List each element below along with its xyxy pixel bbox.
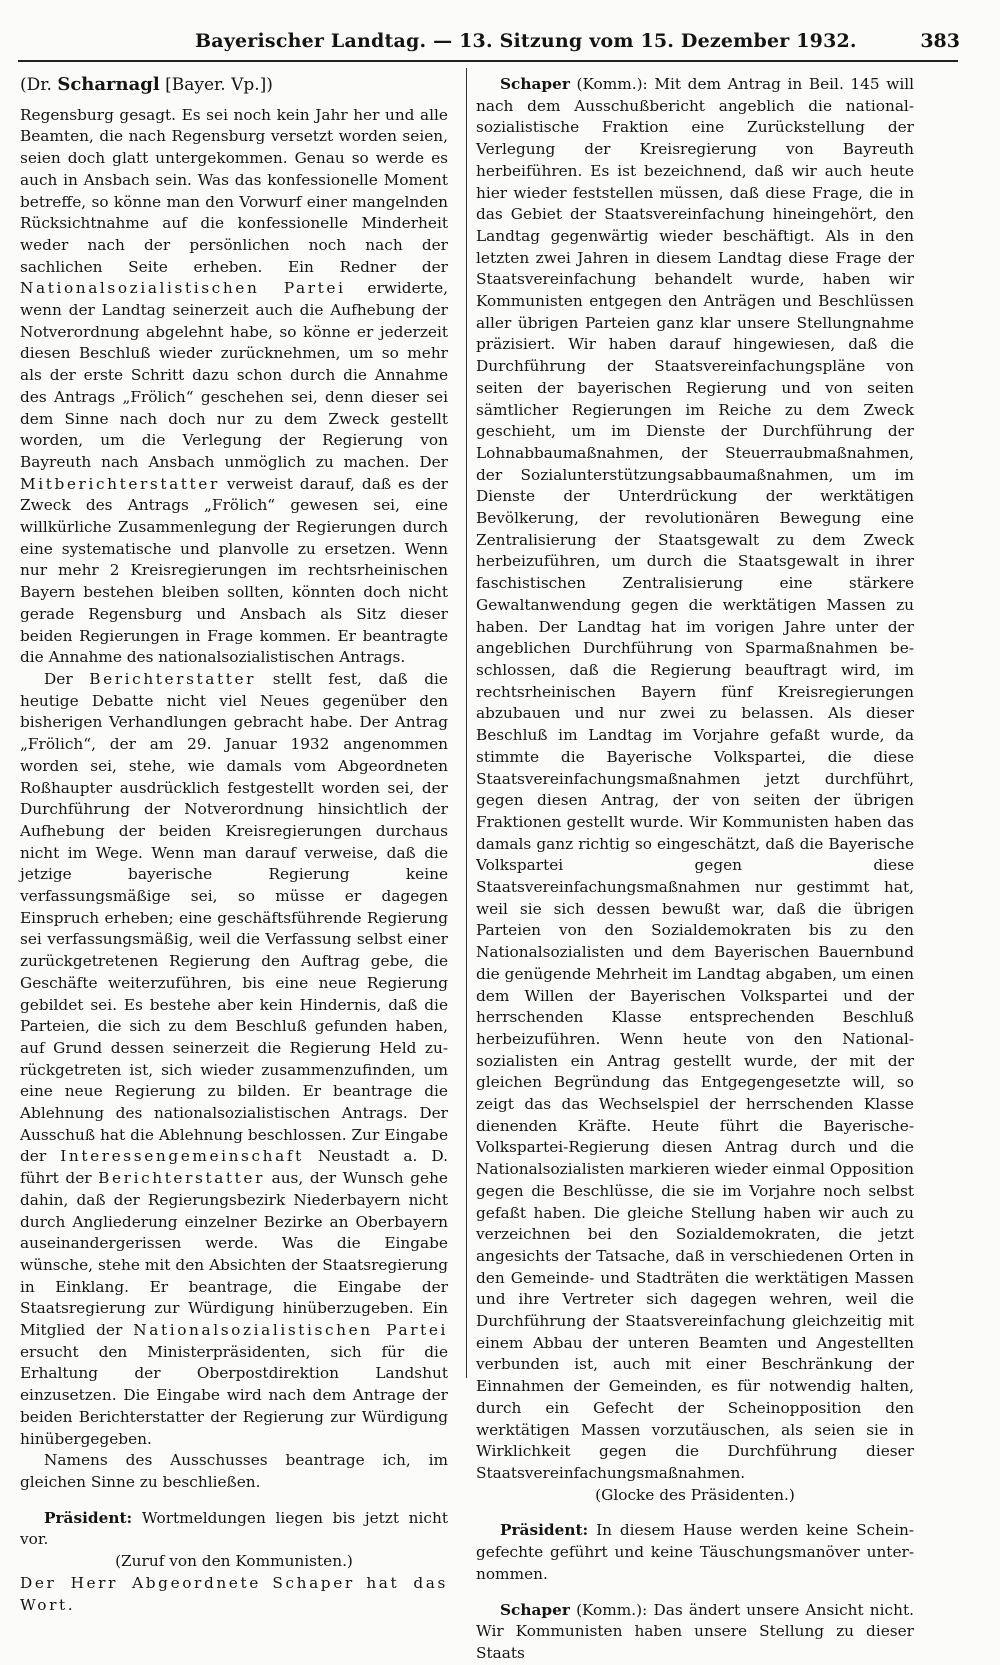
speech-paragraph <box>476 74 914 1485</box>
spaced-text: Nationalsozialistischen Partei <box>133 1321 448 1340</box>
spaced-text: Nationalsozialistischen Partei <box>20 279 346 298</box>
paragraph <box>20 105 448 669</box>
page-number: 383 <box>920 30 960 52</box>
paragraph <box>20 669 448 1450</box>
header-title: Bayerischer Landtag. — 13. Sitzung vom 15. Dezember 1932. <box>195 30 857 52</box>
left-column <box>20 74 448 1614</box>
text-run: erwiderte, wenn der Landtag seinerzeit auch die Aufhebung der Notverordnung abgelehnt habe, so könne er jederzeit diesen Beschluß wieder zurücknehmen, um so mehr als der erste Schritt dazu schon durch die Annahme des Antrags „Frölich“ geschehen sei, denn dieser sei dem Sinne nach doch nur zu dem Zweck gestellt worden, um die Verlegung der Regierung von Bayreuth nach Ansbach unmöglich zu machen. Der <box>20 279 448 471</box>
column-divider <box>466 68 467 1378</box>
text-run: Der <box>44 669 73 688</box>
text-run: Wortmeldungen liegen bis jetzt nicht vor. <box>20 1508 448 1549</box>
speaker-label: Präsident: <box>500 1521 589 1540</box>
text-run: Das ändert unsere Ansicht nicht. Wir Kommunisten haben unsere Stellung zu dieser Staats <box>476 1600 914 1662</box>
text-run: Neustadt a. D. führt der <box>20 1147 448 1188</box>
spaced-text: Mitberichterstatter <box>20 474 220 493</box>
paragraph <box>20 1573 448 1616</box>
continuation-party: [Bayer. Vp.]) <box>165 75 273 95</box>
spaced-text: Der Herr Abgeordnete <box>20 1573 261 1592</box>
continuation-open: (Dr. <box>20 75 52 95</box>
text-run: verweist darauf, daß es der Zweck des Antrags „Frölich“ gewesen sei, eine willkürliche Zusammenlegung der Regierungen durch eine systematische und planvolle zu ersetzen. Wenn nur mehr 2 Kreisregierungen im rechtsrheinischen Bayern bestehen bleiben sollten, könnten doch nicht gerade Regensburg und Ansbach als Sitz dieser beiden Regierungen in Frage kommen. Er beantragte die Annahme des nationalsozialistischen Antrags. <box>20 474 448 667</box>
paragraph: Namens des Ausschusses beantrage ich, im gleichen Sinne zu beschließen. <box>20 1451 448 1491</box>
continuation-speaker-line <box>20 74 448 97</box>
speaker-name: Schaper <box>500 75 570 93</box>
interjection: (Glocke des Präsidenten.) <box>595 1485 795 1504</box>
running-header <box>130 30 960 56</box>
speaker-party: (Komm.): <box>576 75 648 93</box>
speech-paragraph <box>476 1600 914 1665</box>
speaker-label: Präsident: <box>44 1508 133 1527</box>
spaced-text: hat das Wort. <box>20 1573 448 1614</box>
text-run: stellt fest, daß die heutige Debatte nicht viel Neues gegenüber den bisherigen Verhandlungen gebracht habe. Der Antrag „Frölich“, der am 29. Januar 1932 angenommen worden sei, stehe, wie damals vom Abgeordneten Roßhaupter ausdrücklich festgestellt worden sei, der Durchführung der Notverordnung hinsichtlich der Aufhebung der beiden Kreisregierungen durchaus nicht im Wege. Wenn man darauf verweise, daß die jetzige bayerische Regierung keine verfassungsmäßige sei, so müsse er dagegen Einspruch erheben; eine geschäftsführende Regierung sei verfassungsmäßig, weil die Verfassung selbst einer zurückgetretenen Regierung den Auftrag gebe, die Geschäfte weiterzuführen, bis eine neue Regierung gebildet sei. Es bestehe aber kein Hindernis, daß die Parteien, die sich zu dem Beschluß gefunden haben, auf Grund dessen seinerzeit die Regierung Held zurückgetreten ist, sich wieder zusammenzufinden, um eine neue Regierung zu bilden. Er beantrage die Ablehnung des nationalsozialistischen Antrags. Der Ausschuß hat die Ablehnung beschlossen. Zur Eingabe der <box>20 669 448 1166</box>
text-run: In diesem Hause werden keine Scheingefechte geführt und keine Täuschungsmanöver unternommen. <box>476 1521 914 1583</box>
spaced-text: Berichterstatter <box>98 1169 265 1188</box>
right-column <box>476 74 914 1662</box>
president-paragraph <box>476 1520 914 1585</box>
text-run: Mit dem Antrag in Beil. 145 will nach dem Ausschußbericht angeblich die nationalsozialistische Fraktion eine Zurückstellung der Verlegung der Kreisregierung von Bayreuth herbeiführen. Es ist bezeichnend, daß wir auch heute hier wieder feststellen müssen, daß diese Frage, die in das Gebiet der Staatsvereinfachung hineingehört, den Landtag gegenwärtig wieder beschäftigt. Als in den letzten zwei Jahren in diesem Landtag diese Frage der Staatsvereinfachung behandelt wurde, haben wir Kommunisten entgegen den Anträgen und Beschlüssen aller übrigen Parteien ganz klar unsere Stellungnahme präzisiert. Wir haben darauf hingewiesen, daß die Durchführung der Staatsvereinfachungspläne von seiten der bayerischen Regierung und von seiten sämtlicher Regierungen im Reiche zu dem Zweck geschieht, um im Dienste der Durchführung der Lohnabbaumaßnahmen, der Steuerraubmaßnahmen, der Sozialunterstützungsabbaumaßnahmen, um im Dienste der Unterdrückung der werktätigen Bevölkerung, der revolutionären Bewegung eine Zentralisierung der Staatsgewalt zu dem Zweck herbeizuführen, um durch die Staatsgewalt in ihrer faschistischen Zentralisierung eine stärkere Gewaltanwendung gegen die werktätigen Massen zu haben. Der Landtag hat im vorigen Jahre unter der angeblichen Durchführung von Sparmaßnahmen beschlossen, daß die Regierung beauftragt wird, im rechtsrheinischen Bayern fünf Kreisregierungen abzubauen und nur zwei zu belassen. Als dieser Beschluß im Landtag im Vorjahre gefaßt wurde, da stimmte die Bayerische Volkspartei, die diese Staatsvereinfachungsmaßnahmen jetzt durchführt, gegen diesen Antrag, der von seiten der übrigen Fraktionen gestellt wurde. Wir Kommunisten haben das damals ganz richtig so eingeschätzt, daß die Bayerische Volkspartei gegen diese Staatsvereinfachungsmaßnahmen nur gestimmt hat, weil sie sich dessen bewußt war, daß die übrigen Parteien von den Sozialdemokraten bis zu den Nationalsozialisten und dem Bayerischen Bauernbund die genügende Mehrheit im Landtag abgaben, um einen dem Willen der Bayerischen Volkspartei und der herrschenden Klasse entsprechenden Beschluß herbeizuführen. Wenn heute von den Nationalsozialisten ein Antrag gestellt wurde, der mit der gleichen Begründung das Entgegengesetzte will, so zeigt das das Wechselspiel der herrschenden Klasse dienenden Kräfte. Heute führt die Bayerische-Volkspartei-Regierung diesen Antrag durch und die Nationalsozialisten markieren wieder einmal Opposition gegen die Beschlüsse, die sie im Vorjahre noch selbst gefaßt haben. Die gleiche Stellung haben wir auch zu verzeichnen bei den Sozialdemokraten, die jetzt angesichts der Tatsache, daß in verschiedenen Orten in den Gemeinde- und Stadträten die werktätigen Massen und ihre Vertreter sich dagegen wehren, weil die Durchführung der Staatsvereinfachung gleichzeitig mit einem Abbau der unteren Beamten und Angestellten verbunden ist, auch mit einer Beschränkung der Einnahmen der Gemeinden, es für notwendig halten, durch ein Gefecht der Scheinopposition den werktätigen Massen vorzutäuschen, als seien sie in Wirklichkeit gegen die Durchführung dieser Staatsvereinfachungsmaßnahmen. <box>476 75 914 1482</box>
president-paragraph <box>20 1508 448 1551</box>
spaced-text: Interessengemeinschaft <box>60 1147 304 1166</box>
text-run: aus, der Wunsch gehe dahin, daß der Regierungsbezirk Niederbayern nicht durch Angliederung einzelner Bezirke an Oberbayern auseinandergerissen werde. Was die Eingabe wünsche, stehe mit den Absichten der Staatsregierung in Einklang. Er beantrage, die Eingabe der Staatsregierung zur Würdigung hinüberzugeben. Ein Mitglied der <box>20 1169 448 1340</box>
text-run: ersucht den Ministerpräsidenten, sich für die Erhaltung der Oberpostdirektion Landshut einzusetzen. Die Eingabe wird nach dem Antrage der beiden Berichterstatter der Regierung zur Würdigung hinübergegeben. <box>20 1342 448 1448</box>
text-run: Regensburg gesagt. Es sei noch kein Jahr her und alle Beamten, die nach Regensburg versetzt worden seien, seien doch glatt untergekommen. Genau so werde es auch in Ansbach sein. Was das konfessionelle Moment betreffe, so könne man den Vorwurf einer mangelnden Rücksichtnahme auf die konfessionelle Minderheit weder nach der persönlichen noch nach der sachlichen Seite erheben. Ein Redner der <box>20 105 448 276</box>
spaced-text: Schaper <box>272 1573 355 1592</box>
spaced-text: Berichterstatter <box>89 669 257 688</box>
header-rule <box>18 60 958 62</box>
interjection: (Zuruf von den Kommunisten.) <box>115 1552 353 1571</box>
speaker-name: Schaper <box>500 1600 570 1619</box>
continuation-speaker: Scharnagl <box>57 74 160 95</box>
speaker-party: (Komm.): <box>576 1600 648 1619</box>
